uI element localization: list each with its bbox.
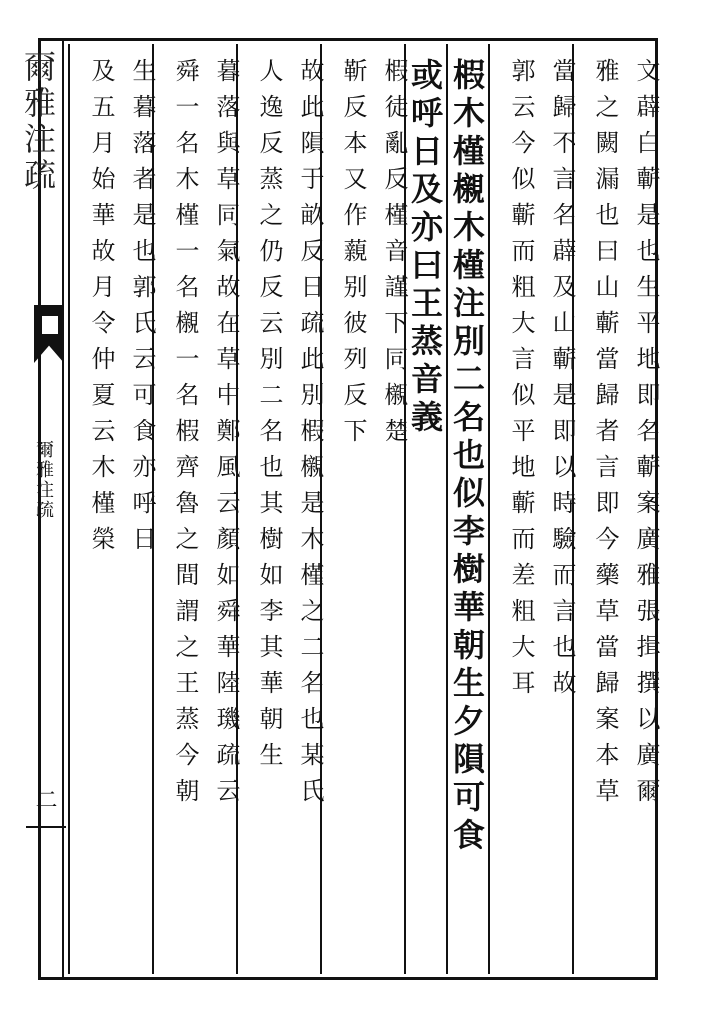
column-7 [152, 44, 240, 974]
column-7-left: 舜一名木槿一名櫬一名椵齊魯之間謂之王蒸今朝 [171, 58, 199, 814]
fish-tail-notch [42, 316, 58, 334]
column-5 [320, 44, 408, 974]
column-2-right: 當歸不言名薜及山蘄是即以時驗而言也故 [548, 58, 576, 706]
column-6 [236, 44, 324, 974]
column-8 [68, 44, 156, 974]
column-1-right: 文薜白蘄是也生平地即名蘄案廣雅張揖撰以廣爾 [632, 58, 660, 814]
column-8-right: 生暮落者是也郭氏云可食亦呼日 [128, 58, 156, 562]
column-5-left: 靳反本又作藽别彼列反下 [339, 58, 367, 454]
column-2-left: 郭云今似蘄而粗大言似平地蘄而差粗大耳 [507, 58, 535, 706]
column-1-left: 雅之闕漏也曰山蘄當歸者言即今藥草當歸案本草 [591, 58, 619, 814]
book-title: 爾雅注疏 [19, 50, 57, 194]
margin-divider [62, 40, 64, 980]
column-5-right: 椵徒亂反槿音謹下同櫬楚 [380, 58, 408, 454]
column-7-right: 暮落與草同氣故在草中鄭風云顏如舜華陸璣疏云 [212, 58, 240, 814]
column-4-main-entry: 或呼日及亦曰王蒸音義 [404, 44, 446, 974]
page-number-rule [26, 826, 66, 828]
text-columns [66, 44, 660, 974]
page-number: 二 [32, 788, 57, 810]
column-6-left: 人逸反蒸之仍反云別二名也其樹如李其華朝生 [255, 58, 283, 778]
column-3-main-entry: 椵木槿櫬木槿注別二名也似李樹華朝生夕隕可食 [446, 44, 488, 974]
column-1 [572, 44, 660, 974]
column-6-right: 故此隕于畝反日疏此別椵櫬是木槿之二名也某氏 [296, 58, 324, 814]
column-8-left: 及五月始華故月令仲夏云木槿榮 [87, 58, 115, 562]
side-title: 爾雅注疏 [33, 440, 54, 520]
column-2 [488, 44, 576, 974]
